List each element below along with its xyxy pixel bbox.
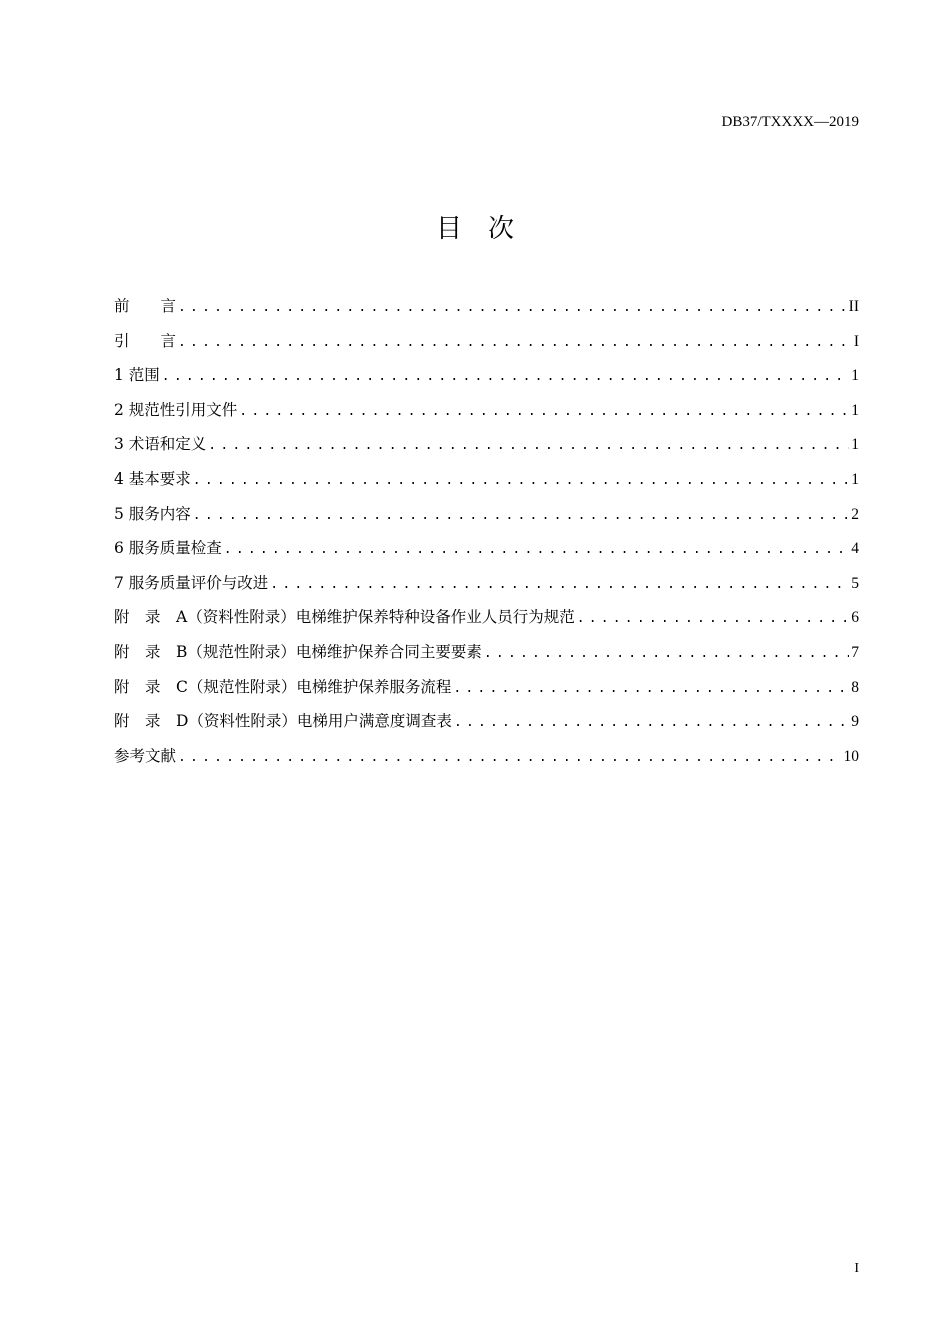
toc-entry-quality-evaluation[interactable] <box>114 571 859 606</box>
toc-entry-label: 前 言 <box>114 297 177 315</box>
dot-leader <box>193 508 849 523</box>
dot-leader <box>178 300 847 315</box>
dot-leader <box>484 646 849 661</box>
toc-entry-label: 4 基本要求 <box>114 469 191 488</box>
toc-entry-appendix-b[interactable] <box>114 640 859 675</box>
page-number: I <box>854 1261 859 1276</box>
page-title: 目 次 <box>435 214 514 244</box>
dot-leader <box>270 577 849 592</box>
toc-entry-label: 5 服务内容 <box>114 504 191 523</box>
toc-entry-label: 参考文献 <box>114 746 177 765</box>
table-of-contents <box>114 294 859 778</box>
toc-entry-page: 1 <box>851 367 859 385</box>
toc-entry-page: 9 <box>851 713 859 731</box>
dot-leader <box>224 542 849 557</box>
dot-leader <box>193 473 849 488</box>
toc-entry-introduction[interactable] <box>114 329 859 364</box>
toc-entry-preface[interactable] <box>114 294 859 329</box>
toc-entry-page: 5 <box>851 574 859 592</box>
toc-entry-page: 10 <box>843 747 859 765</box>
toc-entry-normative-references[interactable] <box>114 398 859 433</box>
toc-entry-label: 6 服务质量检查 <box>114 539 222 558</box>
toc-entry-appendix-a[interactable] <box>114 605 859 640</box>
toc-entry-page: I <box>853 332 859 350</box>
dot-leader <box>178 750 841 765</box>
toc-entry-label: 2 规范性引用文件 <box>114 400 238 419</box>
dot-leader <box>453 681 849 696</box>
toc-entry-label: 附 录 B（规范性附录）电梯维护保养合同主要要素 <box>114 642 482 661</box>
toc-entry-basic-requirements[interactable] <box>114 467 859 502</box>
toc-entry-label: 附 录 A（资料性附录）电梯维护保养特种设备作业人员行为规范 <box>114 608 575 627</box>
toc-entry-service-content[interactable] <box>114 502 859 537</box>
dot-leader <box>239 404 849 419</box>
dot-leader <box>178 335 852 350</box>
toc-entry-page: 6 <box>851 609 859 627</box>
toc-entry-label: 1 范围 <box>114 366 160 385</box>
toc-entry-appendix-d[interactable] <box>114 709 859 744</box>
toc-entry-appendix-c[interactable] <box>114 675 859 710</box>
toc-entry-label: 引 言 <box>114 331 177 350</box>
toc-entry-bibliography[interactable] <box>114 744 859 779</box>
document-code: DB37/TXXXX—2019 <box>721 114 859 130</box>
dot-leader <box>162 369 849 384</box>
toc-entry-page: II <box>848 298 859 315</box>
toc-entry-page: 1 <box>851 436 859 454</box>
toc-entry-label: 附 录 C（规范性附录）电梯维护保养服务流程 <box>114 677 452 696</box>
toc-entry-page: 1 <box>851 401 859 419</box>
toc-entry-page: 2 <box>851 505 859 523</box>
toc-entry-page: 8 <box>851 678 859 696</box>
dot-leader <box>577 611 850 626</box>
toc-entry-label: 7 服务质量评价与改进 <box>114 573 269 592</box>
toc-entry-page: 7 <box>851 643 859 661</box>
dot-leader <box>454 715 849 730</box>
toc-entry-terms-definitions[interactable] <box>114 432 859 467</box>
toc-entry-page: 1 <box>851 470 859 488</box>
dot-leader <box>208 438 849 453</box>
toc-entry-label: 附 录 D（资料性附录）电梯用户满意度调查表 <box>114 712 452 731</box>
toc-entry-scope[interactable] <box>114 363 859 398</box>
toc-entry-page: 4 <box>851 540 859 558</box>
toc-entry-quality-inspection[interactable] <box>114 536 859 571</box>
toc-entry-label: 3 术语和定义 <box>114 435 207 454</box>
